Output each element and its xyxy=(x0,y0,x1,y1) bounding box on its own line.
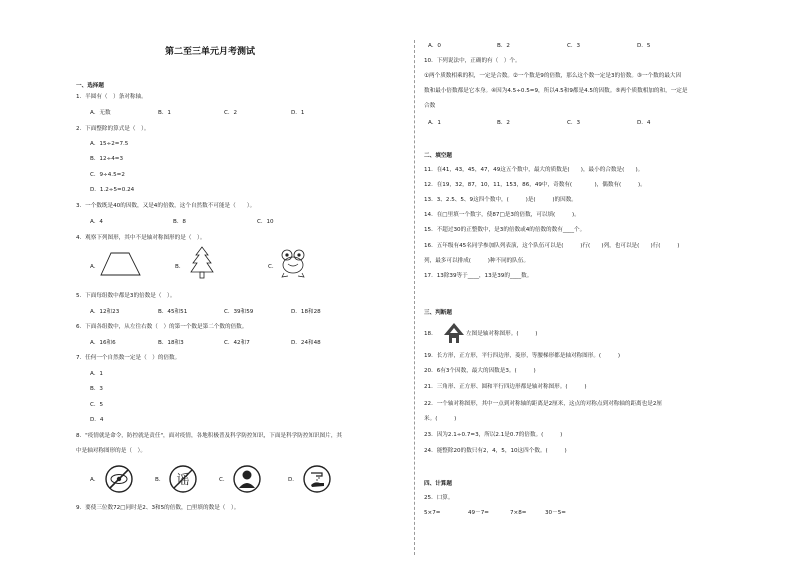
mental-math-item[interactable]: 7×8= xyxy=(510,510,527,516)
option-b[interactable]: B．1 xyxy=(158,110,171,116)
page-title: 第二至三单元月考测试 xyxy=(164,47,255,57)
option-d[interactable]: D．5 xyxy=(637,43,651,49)
question-23: 23．因为2.1÷0.7=3，所以2.1是0.7的倍数。( ) xyxy=(424,432,563,438)
question-21: 21．三角形、正方形、圆和平行四边形都是轴对称图形。( ) xyxy=(424,384,587,390)
question-3: 3．一个数既是40的因数，又是4的倍数，这个自然数不可能是（ ）。 xyxy=(76,203,256,209)
option-b[interactable]: B．2 xyxy=(497,43,510,49)
question-13: 13．3、2.5、5、9这四个数中，( )是( )的因数。 xyxy=(424,197,577,203)
question-11: 11．在41，43，45，47，49这五个数中，最大的质数是( )，最小的合数是( )。 xyxy=(424,167,644,173)
question-8-line-2: 中是轴对称图形的是（ ）。 xyxy=(76,448,146,454)
option-d[interactable]: D． xyxy=(288,477,298,483)
question-24: 24．能整除20的数只有2，4，5，10这四个数。( ) xyxy=(424,448,567,454)
arrow-shape-figure[interactable] xyxy=(443,322,465,344)
option-c[interactable]: C．2 xyxy=(224,110,238,116)
option-b[interactable]: B．18和3 xyxy=(158,340,184,346)
option-d[interactable]: D．4 xyxy=(90,417,104,423)
mental-math-item[interactable]: 49－7= xyxy=(468,510,489,516)
option-a[interactable]: A．无数 xyxy=(90,110,111,116)
option-c[interactable]: C．3 xyxy=(567,120,581,126)
option-b[interactable]: B．8 xyxy=(173,219,186,225)
question-18-number: 18． xyxy=(424,331,437,337)
option-c[interactable]: C．42和7 xyxy=(224,340,250,346)
option-a[interactable]: A．4 xyxy=(90,219,103,225)
question-10-line-3: 合数 xyxy=(424,103,436,109)
question-22-line-1: 22．一个轴对称图形，其中一点到对称轴的距离是2厘米，这点的对称点到对称轴的距离也是2厘 xyxy=(424,401,662,407)
option-a[interactable]: A． xyxy=(90,264,100,270)
option-c[interactable]: C．5 xyxy=(90,402,104,408)
question-8-line-1: 8．"疫情就是命令，防控就是责任"，面对疫情，各地积极普及科学防控知识，下面是科学防控知识图片，其 xyxy=(76,433,343,439)
question-25: 25．口算。 xyxy=(424,495,454,501)
mental-math-item[interactable]: 30－5= xyxy=(545,510,566,516)
option-c[interactable]: C．9÷4.5=2 xyxy=(90,172,125,178)
option-b[interactable]: B．2 xyxy=(497,120,510,126)
question-16-line-2: 列，最多可以排成( )种不同的队伍。 xyxy=(424,258,530,264)
option-a[interactable]: A．15÷2=7.5 xyxy=(90,141,129,147)
question-1: 1．半圆有（ ）条对称轴。 xyxy=(76,94,147,100)
option-b[interactable]: B．12÷4=3 xyxy=(90,156,124,162)
option-b[interactable]: B． xyxy=(155,477,165,483)
hand-washing-icon[interactable] xyxy=(302,464,332,494)
section-heading: 三、判断题 xyxy=(424,310,452,316)
question-17: 17．13除39等于____，13是39的____数。 xyxy=(424,273,533,279)
tree-figure[interactable] xyxy=(188,246,216,280)
question-19: 19．长方形，正方形，平行四边形，菱形，等腰梯形都是轴对称图形。( ) xyxy=(424,353,621,359)
option-d[interactable]: D．1 xyxy=(291,110,305,116)
mental-math-item[interactable]: 5×7= xyxy=(424,510,441,516)
question-5: 5．下面每组数中都是3的倍数是（ ）。 xyxy=(76,293,176,299)
option-c[interactable]: C．3 xyxy=(567,43,581,49)
question-6: 6．下面各组数中，从左往右数（ ）的第一个数是第二个数的倍数。 xyxy=(76,324,248,330)
question-10: 10．下列说法中，正确的有（ ）个。 xyxy=(424,58,521,64)
option-d[interactable]: D．24和48 xyxy=(291,340,321,346)
question-14: 14．在□里填一个数字，使87□是3的倍数，可以填( )。 xyxy=(424,212,580,218)
frog-figure[interactable] xyxy=(280,248,306,278)
column-divider xyxy=(414,40,415,555)
section-heading: 四、计算题 xyxy=(424,481,452,487)
masked-person-icon[interactable] xyxy=(232,464,262,494)
question-20: 20．6有3个因数，最大的因数是3。( ) xyxy=(424,368,536,374)
option-c[interactable]: C．10 xyxy=(257,219,274,225)
rumor-glyph: 谣 xyxy=(176,473,190,488)
option-a[interactable]: A．1 xyxy=(90,371,103,377)
option-a[interactable]: A．0 xyxy=(428,43,441,49)
option-a[interactable]: A．12和23 xyxy=(90,309,120,315)
option-a[interactable]: A．16和6 xyxy=(90,340,116,346)
question-15: 15．不超过30的正整数中，是3的倍数或4的倍数的数有____个。 xyxy=(424,227,586,233)
question-4: 4．观察下列图形，其中不是轴对称图形的是（ ）。 xyxy=(76,235,206,241)
option-a[interactable]: A． xyxy=(90,477,100,483)
question-16-line-1: 16．五年级有45名同学参加队列表演，这个队伍可以是( )行( )列，也可以是( )行( ) xyxy=(424,243,680,249)
option-c[interactable]: C．39和59 xyxy=(224,309,254,315)
question-9: 9．要使三位数72□同时是2、3和5的倍数，□里填的数是（ ）。 xyxy=(76,505,240,511)
option-c[interactable]: C． xyxy=(219,477,229,483)
section-heading: 二、填空题 xyxy=(424,153,452,159)
no-rumor-icon[interactable] xyxy=(168,464,198,494)
question-2: 2．下面整除的算式是（ ）。 xyxy=(76,126,150,132)
option-b[interactable]: B．45和51 xyxy=(158,309,188,315)
option-c[interactable]: C． xyxy=(268,264,278,270)
option-d[interactable]: D．18和28 xyxy=(291,309,321,315)
question-10-line-1: ①两个质数相乘的积，一定是合数。②一个数是9的倍数，那么这个数一定是3的倍数。③一个数的最大因 xyxy=(424,73,682,79)
option-d[interactable]: D．1.2÷5=0.24 xyxy=(90,187,135,193)
no-eye-touch-icon[interactable] xyxy=(104,464,134,494)
trapezoid-figure[interactable] xyxy=(98,250,142,278)
question-12: 12．在19，32，87，10，11，153，86，49中，奇数有( )，偶数有( )。 xyxy=(424,182,646,188)
option-b[interactable]: B．3 xyxy=(90,386,103,392)
question-10-line-2: 数和最小倍数都是它本身。④因为4.5÷0.5=9，所以4.5和9都是4.5的因数。⑤两个质数相加的和，一定是 xyxy=(424,88,688,94)
question-22-line-2: 米。( ) xyxy=(424,416,457,422)
option-b[interactable]: B． xyxy=(175,264,185,270)
question-18: 左图是轴对称图形。( ) xyxy=(466,331,538,337)
question-7: 7．任何一个自然数一定是（ ）的倍数。 xyxy=(76,355,181,361)
section-heading: 一、选择题 xyxy=(76,83,104,89)
option-a[interactable]: A．1 xyxy=(428,120,441,126)
option-d[interactable]: D．4 xyxy=(637,120,651,126)
